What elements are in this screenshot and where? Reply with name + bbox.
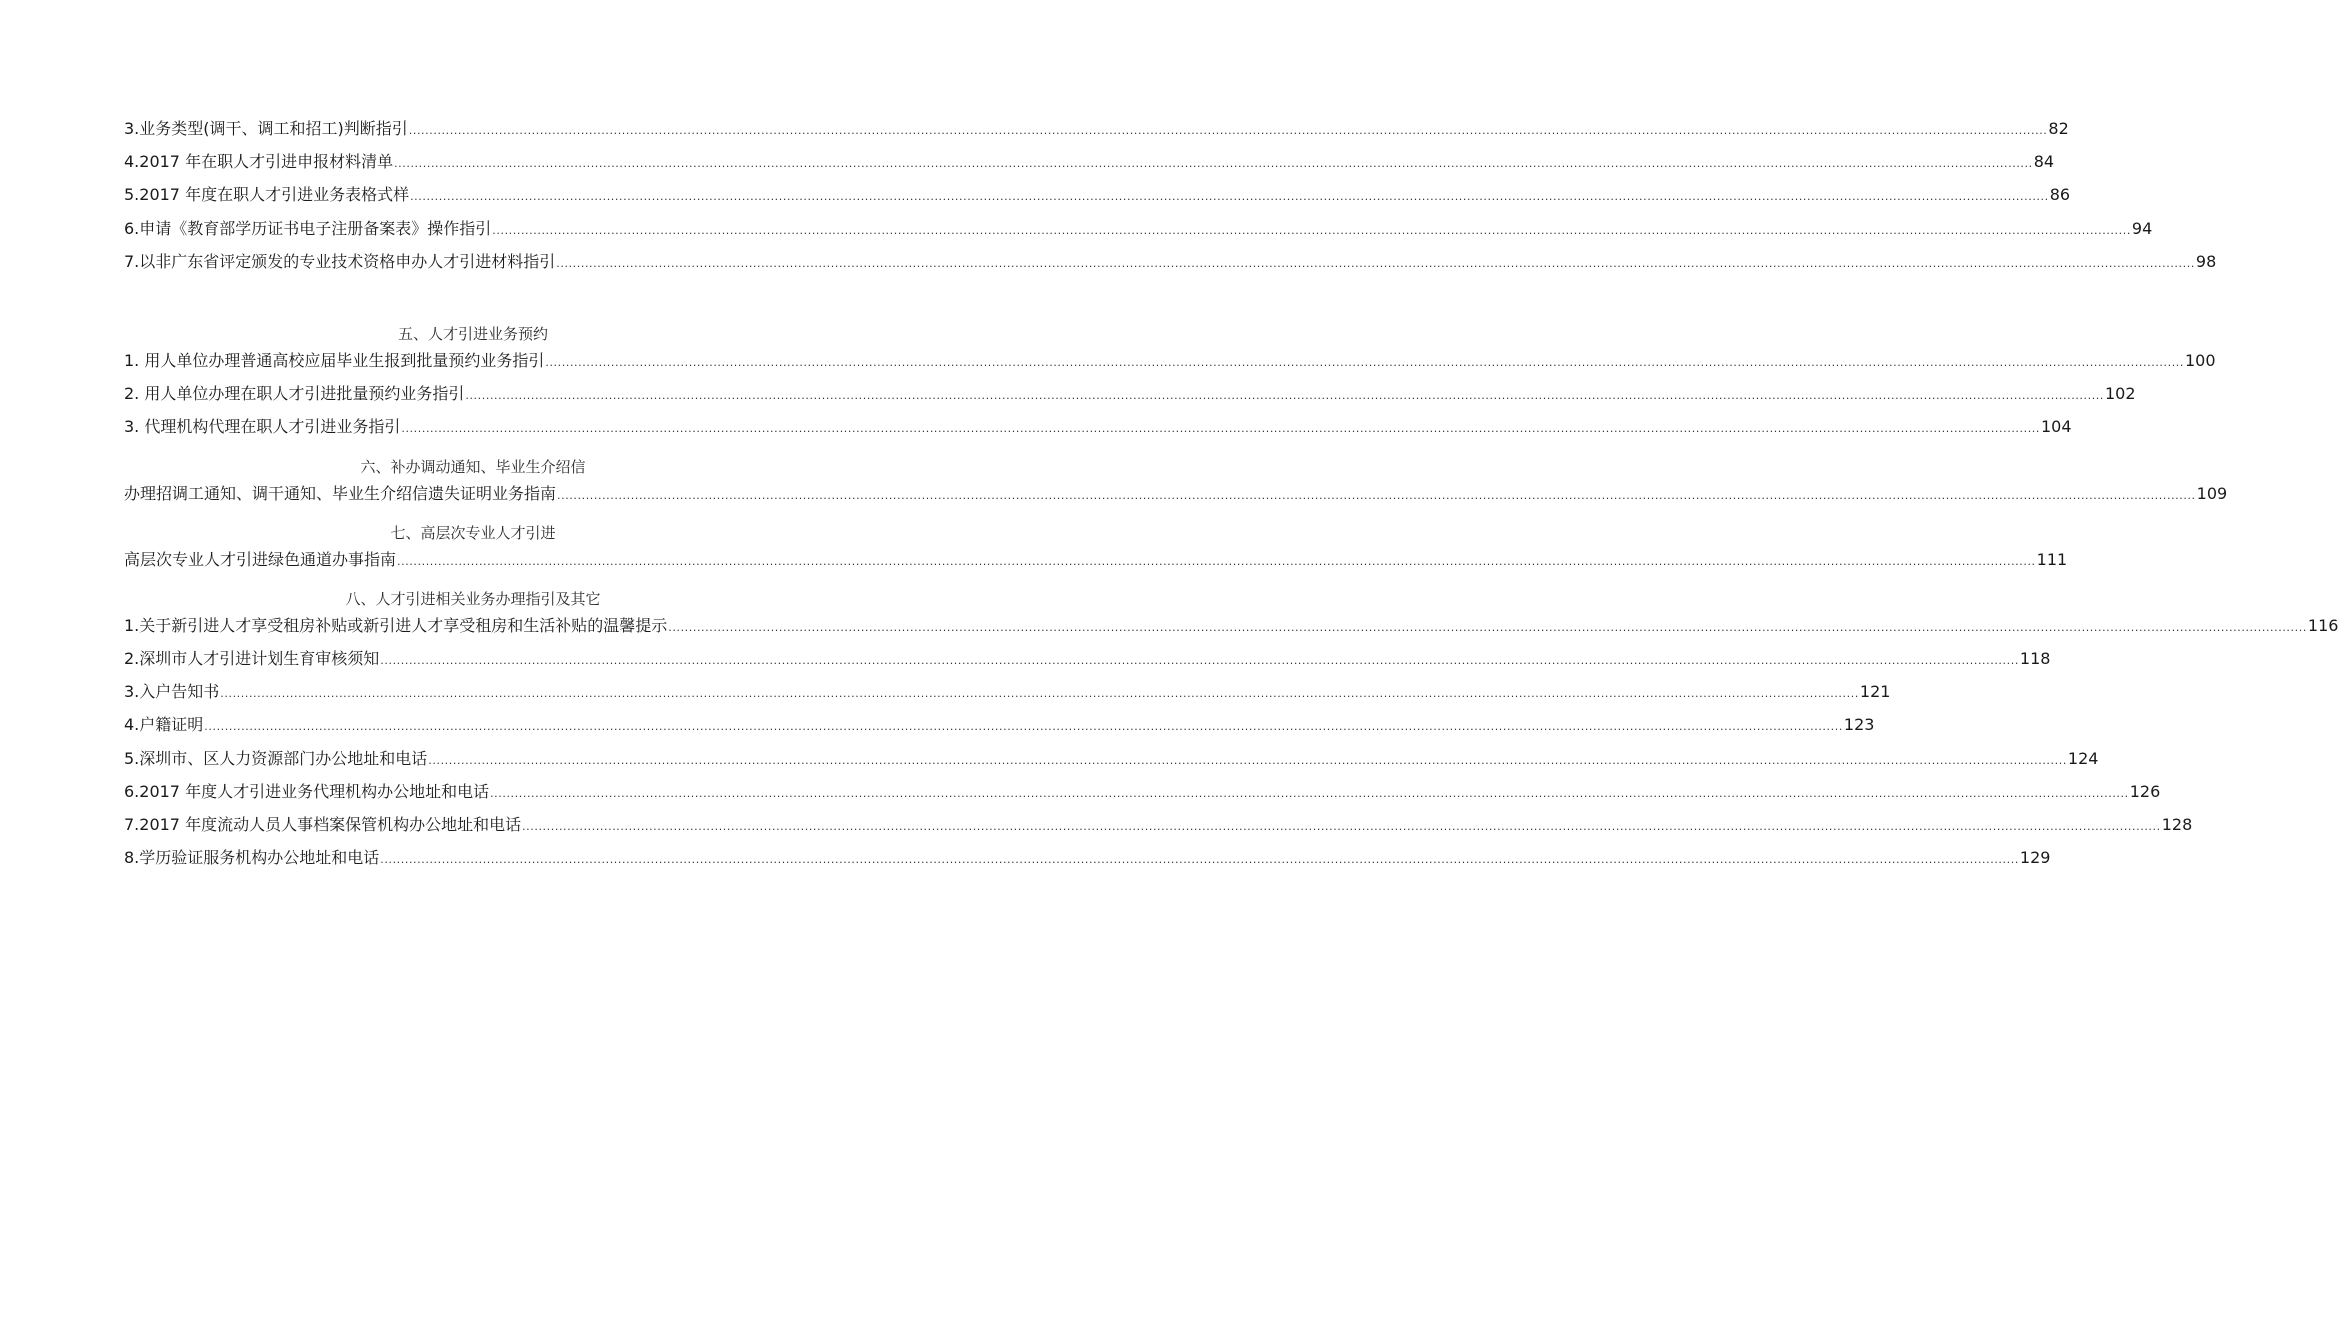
section-heading[interactable]: 五、人才引进业务预约 <box>397 324 548 343</box>
toc-entry-title[interactable]: 5.深圳市、区人力资源部门办公地址和电话 <box>124 748 428 768</box>
toc-entry[interactable] <box>124 377 2136 410</box>
table-of-contents <box>124 112 2338 874</box>
dot-leader: ................................................................................................................................................................................................................................................................................................................................................................................................................ <box>545 355 2184 369</box>
toc-entry[interactable] <box>124 245 2217 278</box>
toc-entry[interactable] <box>124 112 2069 145</box>
dot-leader: ................................................................................................................................................................................................................................................................................................................................................................................................................ <box>397 554 2036 568</box>
section-heading[interactable]: 六、补办调动通知、毕业生介绍信 <box>360 457 586 476</box>
toc-entry-page[interactable]: 100 <box>2185 350 2216 370</box>
toc-entry[interactable] <box>124 775 2161 808</box>
toc-entry[interactable] <box>124 410 2072 443</box>
dot-leader: ................................................................................................................................................................................................................................................................................................................................................................................................................ <box>380 853 2019 867</box>
toc-entry-title[interactable]: 4.2017 年在职人才引进申报材料清单 <box>124 152 394 172</box>
toc-entry-title[interactable]: 2.深圳市人才引进计划生育审核须知 <box>124 649 380 669</box>
toc-section-6 <box>124 444 2228 510</box>
toc-entry[interactable] <box>124 642 2051 675</box>
toc-entry[interactable] <box>124 742 2099 775</box>
toc-entry-title[interactable]: 7.2017 年度流动人员人事档案保管机构办公地址和电话 <box>124 815 522 834</box>
toc-entry[interactable] <box>124 808 2193 841</box>
toc-entry-page[interactable]: 126 <box>2129 781 2161 801</box>
dot-leader: ................................................................................................................................................................................................................................................................................................................................................................................................................ <box>668 620 2307 634</box>
toc-entry-page[interactable]: 118 <box>2019 649 2051 669</box>
toc-entry-title[interactable]: 1. 用人单位办理普通高校应届毕业生报到批量预约业务指引 <box>124 350 545 370</box>
toc-entry-page[interactable]: 123 <box>1843 715 1875 735</box>
toc-entry-page[interactable]: 129 <box>2019 848 2051 868</box>
toc-entry-title[interactable]: 6.2017 年度人才引进业务代理机构办公地址和电话 <box>124 781 490 801</box>
dot-leader: ................................................................................................................................................................................................................................................................................................................................................................................................................ <box>490 786 2129 800</box>
toc-entry-page[interactable]: 128 <box>2161 815 2193 834</box>
dot-leader: ................................................................................................................................................................................................................................................................................................................................................................................................................ <box>522 820 2161 833</box>
dot-leader: ................................................................................................................................................................................................................................................................................................................................................................................................................ <box>204 720 1843 734</box>
toc-entry-title[interactable]: 3. 代理机构代理在职人才引进业务指引 <box>124 417 401 437</box>
dot-leader: ................................................................................................................................................................................................................................................................................................................................................................................................................ <box>408 124 2048 137</box>
dot-leader: ................................................................................................................................................................................................................................................................................................................................................................................................................ <box>410 190 2049 204</box>
dot-leader: ................................................................................................................................................................................................................................................................................................................................................................................................................ <box>380 654 2019 668</box>
dot-leader: ................................................................................................................................................................................................................................................................................................................................................................................................................ <box>492 223 2131 237</box>
toc-entry[interactable] <box>124 477 2228 510</box>
toc-entry-title[interactable]: 高层次专业人才引进绿色通道办事指南 <box>124 549 397 569</box>
dot-leader: ................................................................................................................................................................................................................................................................................................................................................................................................................ <box>401 422 2040 436</box>
toc-entry-title[interactable]: 3.入户告知书 <box>124 682 220 702</box>
toc-section-8 <box>124 576 2338 875</box>
dot-leader: ................................................................................................................................................................................................................................................................................................................................................................................................................ <box>465 389 2104 403</box>
toc-entry-title[interactable]: 5.2017 年度在职人才引进业务表格式样 <box>124 185 410 205</box>
dot-leader: ................................................................................................................................................................................................................................................................................................................................................................................................................ <box>220 687 1859 701</box>
dot-leader: ................................................................................................................................................................................................................................................................................................................................................................................................................ <box>394 157 2033 171</box>
toc-entry-page[interactable]: 82 <box>2048 119 2069 138</box>
toc-entry-page[interactable]: 104 <box>2041 417 2072 437</box>
toc-entry-page[interactable]: 86 <box>2049 185 2071 205</box>
toc-entry[interactable] <box>124 841 2051 874</box>
toc-entry-title[interactable]: 6.申请《教育部学历证书电子注册备案表》操作指引 <box>124 218 492 238</box>
toc-section-continued <box>124 112 2217 278</box>
toc-entry[interactable] <box>124 708 1875 741</box>
toc-section-7 <box>124 510 2068 576</box>
toc-entry-title[interactable]: 3.业务类型(调干、调工和招工)判断指引 <box>124 119 408 138</box>
toc-entry-page[interactable]: 121 <box>1859 682 1891 702</box>
toc-entry-page[interactable]: 111 <box>2036 549 2068 569</box>
toc-entry-page[interactable]: 109 <box>2196 483 2228 503</box>
toc-section-5 <box>124 311 2216 444</box>
toc-entry-page[interactable]: 94 <box>2131 218 2153 238</box>
dot-leader: ................................................................................................................................................................................................................................................................................................................................................................................................................ <box>556 256 2195 270</box>
toc-entry-page[interactable]: 102 <box>2105 384 2136 404</box>
dot-leader: ................................................................................................................................................................................................................................................................................................................................................................................................................ <box>557 488 2196 502</box>
toc-entry-page[interactable]: 124 <box>2067 748 2099 768</box>
section-heading[interactable]: 七、高层次专业人才引进 <box>390 523 556 542</box>
dot-leader: ................................................................................................................................................................................................................................................................................................................................................................................................................ <box>428 753 2067 767</box>
toc-entry-title[interactable]: 4.户籍证明 <box>124 715 204 735</box>
toc-entry-title[interactable]: 2. 用人单位办理在职人才引进批量预约业务指引 <box>124 384 465 404</box>
toc-entry-title[interactable]: 7.以非广东省评定颁发的专业技术资格申办人才引进材料指引 <box>124 251 556 271</box>
toc-entry[interactable] <box>124 543 2068 576</box>
toc-entry-title[interactable]: 办理招调工通知、调干通知、毕业生介绍信遗失证明业务指南 <box>124 483 557 503</box>
toc-entry[interactable] <box>124 675 1891 708</box>
toc-entry[interactable] <box>124 145 2055 178</box>
toc-entry-page[interactable]: 116 <box>2307 615 2338 635</box>
section-heading[interactable]: 八、人才引进相关业务办理指引及其它 <box>345 589 601 608</box>
toc-entry[interactable] <box>124 212 2153 245</box>
toc-entry-page[interactable]: 84 <box>2033 152 2055 172</box>
spacer <box>124 278 822 311</box>
toc-entry[interactable] <box>124 178 2071 211</box>
toc-entry-title[interactable]: 1.关于新引进人才享受租房补贴或新引进人才享受租房和生活补贴的温馨提示 <box>124 615 668 635</box>
toc-entry[interactable] <box>124 344 2216 377</box>
toc-entry-page[interactable]: 98 <box>2195 251 2217 271</box>
toc-entry-title[interactable]: 8.学历验证服务机构办公地址和电话 <box>124 848 380 868</box>
toc-entry[interactable] <box>124 609 2338 642</box>
